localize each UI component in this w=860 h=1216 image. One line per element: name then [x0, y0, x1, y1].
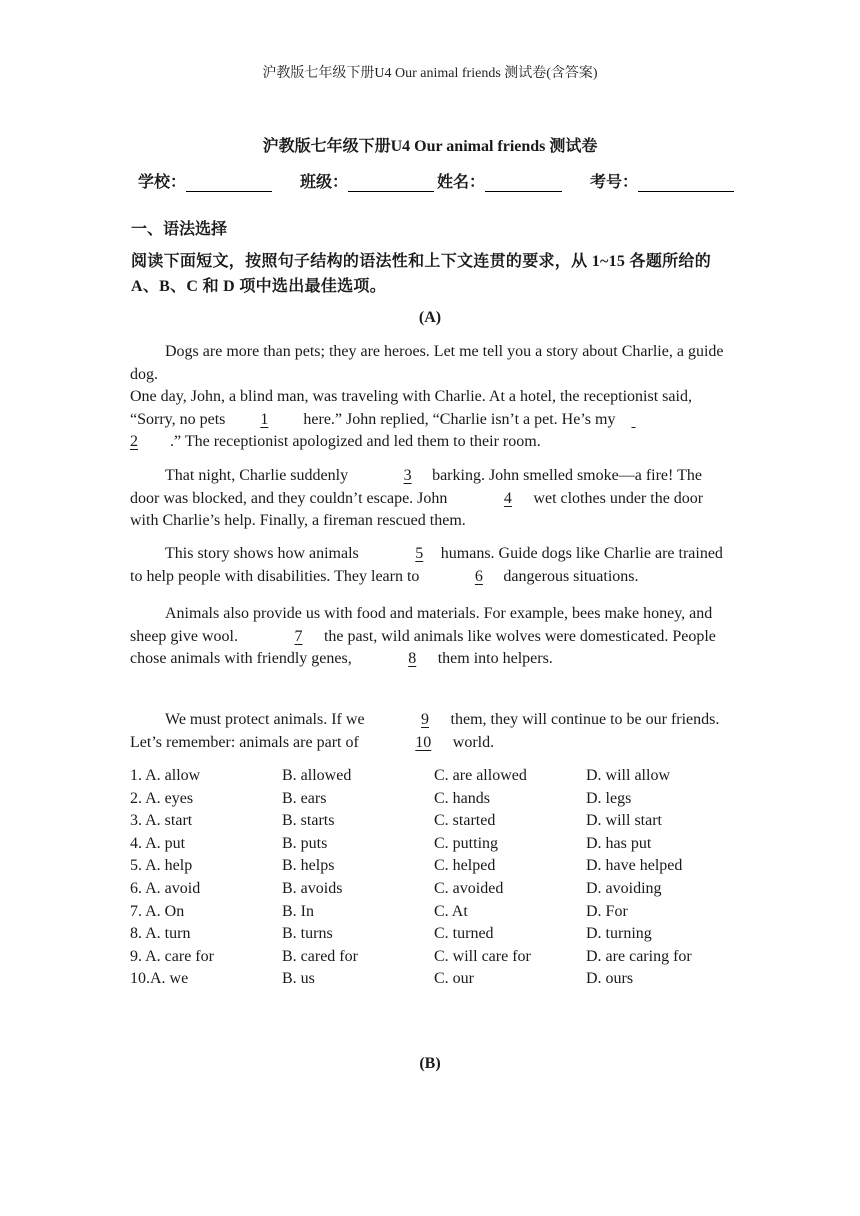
- option-d: D. are caring for: [586, 947, 692, 965]
- option-d: D. legs: [586, 789, 632, 807]
- paragraph-5: [130, 603, 732, 671]
- school-field: [138, 174, 272, 191]
- option-c: C. At: [434, 902, 468, 920]
- blank-7: 7: [294, 627, 303, 645]
- option-a: 8. A. turn: [130, 925, 191, 943]
- option-a: 4. A. put: [130, 834, 186, 852]
- school-blank: [186, 174, 272, 192]
- option-row: [130, 765, 740, 788]
- option-b: B. allowed: [282, 767, 352, 784]
- p2-text-a: One day, John, a blind man, was traveling with Charlie. At a hotel, the receptionist said, “Sorry, no pets: [130, 388, 692, 428]
- option-c: C. will care for: [434, 947, 531, 965]
- blank-6: 6: [474, 567, 483, 585]
- id-field: [590, 174, 734, 191]
- option-d: D. For: [586, 902, 628, 920]
- paragraph-2: [130, 386, 732, 454]
- name-field: [437, 174, 562, 191]
- blank-5: 5: [415, 545, 424, 562]
- p6-text-b: them, they will continue to be our friends. Let’s remember: animals are part of: [130, 711, 720, 751]
- option-a: 9. A. care for: [130, 947, 214, 965]
- passage-a-para1: [130, 341, 732, 454]
- option-row: [130, 946, 740, 969]
- p3-text-b: barking. John smelled smoke—a fire! The door was blocked, and they couldn’t escape. John: [130, 467, 702, 507]
- p5-text-a: Animals also provide us with food and materials. For example, bees make honey, and sheep give wool.: [130, 605, 713, 645]
- p6-text-a: We must protect animals. If we: [165, 711, 369, 728]
- running-header: 沪教版七年级下册U4 Our animal friends 测试卷(含答案): [262, 66, 598, 81]
- p5-text-b: the past, wild animals like wolves were domesticated. People chose animals with friendly genes,: [130, 627, 716, 667]
- option-c: C. our: [434, 970, 474, 988]
- option-c: C. are allowed: [434, 767, 527, 784]
- class-label: 班级：: [300, 174, 349, 191]
- p4-text-c: dangerous situations.: [499, 567, 639, 585]
- blank-9: 9: [421, 711, 430, 728]
- paragraph-4: [130, 543, 732, 588]
- option-b: B. avoids: [282, 879, 343, 897]
- p3-text-a: That night, Charlie suddenly: [165, 467, 353, 484]
- option-b: B. turns: [282, 925, 333, 943]
- id-label: 考号：: [590, 174, 639, 191]
- p3-text-c: wet clothes under the door with Charlie’s help. Finally, a fireman rescued them.: [130, 489, 704, 529]
- option-c: C. putting: [434, 834, 499, 852]
- id-blank: [638, 174, 734, 192]
- p4-text-a: This story shows how animals: [165, 545, 363, 562]
- student-info-line: [138, 169, 738, 192]
- option-b: B. ears: [282, 789, 327, 807]
- option-d: D. will start: [586, 812, 662, 830]
- blank-10: 10: [415, 733, 432, 751]
- p4-text-b: humans. Guide dogs like Charlie are trained to help people with disabilities. They learn to: [130, 545, 723, 585]
- option-a: 10.A. we: [130, 970, 189, 988]
- option-d: D. ours: [586, 970, 634, 988]
- class-field: [300, 174, 434, 191]
- p2-text-c: .” The receptionist apologized and led them to their room.: [170, 433, 541, 450]
- p2-text-b: here.” John replied, “Charlie isn’t a pet. He’s my: [303, 410, 616, 428]
- option-d: D. avoiding: [586, 879, 662, 897]
- option-a: 2. A. eyes: [130, 789, 194, 807]
- option-b: B. starts: [282, 812, 335, 830]
- blank-1: 1: [260, 410, 269, 428]
- school-label: 学校：: [138, 174, 187, 191]
- blank-4: 4: [503, 489, 512, 507]
- option-row: [130, 810, 740, 833]
- options-table: [130, 765, 740, 991]
- page-title: 沪教版七年级下册U4 Our animal friends 测试卷: [262, 138, 598, 155]
- passage-a-label: (A): [418, 309, 442, 326]
- section-title: 一、语法选择: [131, 221, 228, 238]
- passage-b-label: (B): [419, 1055, 441, 1072]
- option-c: C. turned: [434, 925, 494, 943]
- option-c: C. hands: [434, 789, 490, 807]
- option-a: 5. A. help: [130, 857, 193, 875]
- option-d: D. will allow: [586, 767, 670, 784]
- option-row: [130, 923, 740, 946]
- option-row: [130, 878, 740, 901]
- option-b: B. helps: [282, 857, 335, 875]
- name-label: 姓名：: [437, 174, 486, 191]
- paragraph-3: [130, 465, 732, 533]
- option-c: C. helped: [434, 857, 496, 875]
- option-row: [130, 968, 740, 991]
- option-c: C. avoided: [434, 879, 504, 897]
- option-a: 1. A. allow: [130, 767, 201, 784]
- blank-8: 8: [408, 650, 417, 667]
- paragraph-6: [130, 709, 732, 754]
- option-d: D. turning: [586, 925, 652, 943]
- option-d: D. has put: [586, 834, 652, 852]
- option-b: B. In: [282, 902, 314, 920]
- option-b: B. cared for: [282, 947, 358, 965]
- name-blank: [485, 174, 562, 192]
- option-row: [130, 855, 740, 878]
- option-b: B. puts: [282, 834, 328, 852]
- paragraph-1: Dogs are more than pets; they are heroes. Let me tell you a story about Charlie, a guide dog.: [130, 343, 724, 383]
- blank-2-end: [615, 409, 651, 432]
- option-a: 7. A. On: [130, 902, 185, 920]
- blank-2: 2: [130, 433, 138, 450]
- p6-text-c: world.: [448, 733, 495, 751]
- option-d: D. have helped: [586, 857, 683, 875]
- blank-3: 3: [403, 467, 412, 484]
- option-b: B. us: [282, 970, 315, 988]
- option-row: [130, 833, 740, 856]
- instruction-text: 阅读下面短文，按照句子结构的语法性和上下文连贯的要求，从 1~15 各题所给的 A、B、C 和 D 项中选出最佳选项。: [131, 253, 712, 295]
- class-blank: [348, 174, 434, 192]
- p5-text-c: them into helpers.: [433, 650, 553, 667]
- option-row: [130, 788, 740, 811]
- option-row: [130, 901, 740, 924]
- option-a: 6. A. avoid: [130, 879, 201, 897]
- option-a: 3. A. start: [130, 812, 193, 830]
- option-c: C. started: [434, 812, 496, 830]
